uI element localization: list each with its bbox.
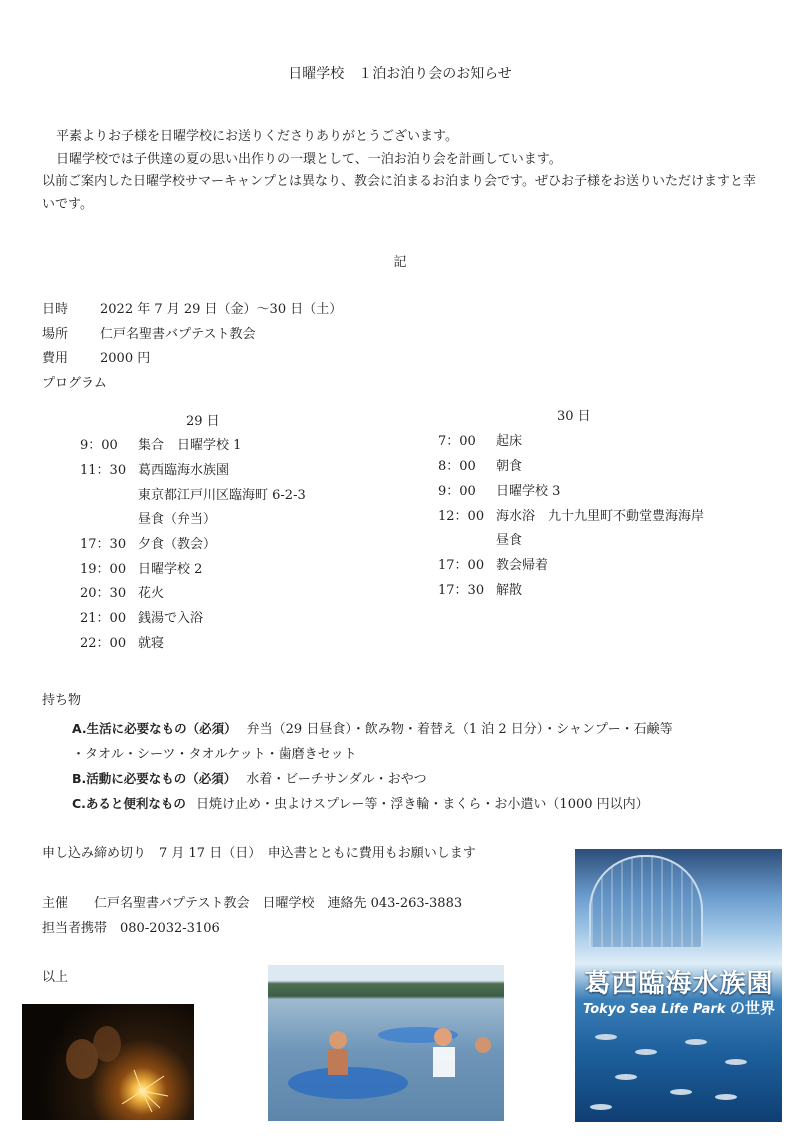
beach-scene bbox=[268, 965, 504, 1121]
place-value: 仁戸名聖書バプテスト教会 bbox=[100, 327, 256, 342]
program-label: プログラム bbox=[42, 376, 107, 391]
day1-row bbox=[80, 459, 229, 478]
place-row bbox=[42, 323, 255, 342]
day1-heading: 29 日 bbox=[186, 414, 220, 429]
day2-time: 8：00 bbox=[438, 459, 476, 474]
day2-activity: 起床 bbox=[496, 434, 523, 449]
day2-row bbox=[438, 430, 522, 449]
day2-row bbox=[438, 480, 560, 499]
closing: 以上 bbox=[42, 970, 69, 985]
beach-photo bbox=[268, 965, 504, 1121]
day1-time: 11：30 bbox=[80, 463, 127, 478]
day2-row bbox=[438, 529, 522, 548]
ki-heading: 記 bbox=[393, 255, 407, 270]
day2-time: 12：00 bbox=[438, 509, 485, 524]
day2-row bbox=[438, 554, 548, 573]
item-a-continued: ・タオル・シーツ・タオルケット・歯磨きセット bbox=[72, 747, 357, 762]
day1-activity: 銭湯で入浴 bbox=[138, 611, 204, 626]
intro-paragraph bbox=[42, 126, 762, 216]
day1-time: 22：00 bbox=[80, 636, 127, 651]
fish-shape bbox=[615, 1074, 637, 1080]
fish-shape bbox=[590, 1104, 612, 1110]
day1-activity: 就寝 bbox=[138, 636, 165, 651]
day1-activity: 東京都江戸川区臨海町 6-2-3 bbox=[138, 488, 306, 503]
item-c bbox=[72, 793, 649, 812]
day2-row bbox=[438, 579, 522, 598]
organizer: 主催 仁戸名聖書バプテスト教会 日曜学校 連絡先 043-263-3883 bbox=[42, 896, 463, 911]
day2-row bbox=[438, 455, 522, 474]
item-c-text: 日焼け止め・虫よけスプレー等・浮き輪・まくら・お小遣い（1000 円以内） bbox=[195, 797, 649, 812]
day1-row bbox=[80, 582, 164, 601]
item-c-label: C.あると便利なもの bbox=[72, 796, 186, 811]
day1-row bbox=[80, 434, 241, 453]
page-title: 日曜学校 １泊お泊り会のお知らせ bbox=[288, 66, 512, 82]
day2-activity: 解散 bbox=[496, 583, 523, 598]
day1-row bbox=[80, 533, 216, 552]
day2-heading: 30 日 bbox=[557, 409, 591, 424]
date-row bbox=[42, 298, 342, 317]
day2-activity: 教会帰着 bbox=[496, 558, 549, 573]
day2-activity: 日曜学校 3 bbox=[496, 484, 561, 499]
intro-line-2: 日曜学校では子供達の夏の思い出作りの一環として、一泊お泊り会を計画しています。 bbox=[56, 151, 562, 167]
day1-activity: 夕食（教会） bbox=[138, 537, 217, 552]
day1-activity: 葛西臨海水族園 bbox=[138, 463, 230, 478]
item-a-label: A.生活に必要なもの（必須） bbox=[72, 721, 237, 736]
fish-shape bbox=[685, 1039, 707, 1045]
item-a bbox=[72, 718, 673, 737]
fee-label: 費用 bbox=[42, 351, 69, 366]
fish-shape bbox=[595, 1034, 617, 1040]
items-heading: 持ち物 bbox=[42, 693, 82, 708]
aquarium-cover-subtitle-suffix: の世界 bbox=[729, 999, 775, 1017]
fish-shape bbox=[670, 1089, 692, 1095]
date-label: 日時 bbox=[42, 302, 69, 317]
day2-time: 7：00 bbox=[438, 434, 476, 449]
day2-time: 9：00 bbox=[438, 484, 476, 499]
item-a-text: 弁当（29 日昼食）・飲み物・着替え（1 泊 2 日分）・シャンプー・石鹸等 bbox=[246, 722, 673, 737]
aquarium-dome bbox=[589, 855, 703, 949]
fee-row bbox=[42, 347, 150, 366]
day1-row bbox=[80, 558, 202, 577]
deadline: 申し込み締め切り 7 月 17 日（日） 申込書とともに費用もお願いします bbox=[42, 846, 476, 861]
day1-row bbox=[80, 607, 203, 626]
aquarium-cover-title: 葛西臨海水族園 bbox=[584, 969, 774, 999]
fish-shape bbox=[715, 1094, 737, 1100]
day1-row bbox=[80, 508, 216, 527]
sparkler-photo bbox=[22, 1004, 194, 1120]
sparkler-sparks bbox=[22, 1004, 194, 1120]
fish-shape bbox=[725, 1059, 747, 1065]
day1-time: 19：00 bbox=[80, 562, 127, 577]
item-b-text: 水着・ビーチサンダル・おやつ bbox=[246, 772, 427, 787]
day2-time: 17：30 bbox=[438, 583, 485, 598]
aquarium-cover-subtitle bbox=[579, 997, 779, 1018]
contact-phone: 担当者携帯 080-2032-3106 bbox=[42, 921, 220, 936]
day1-time: 21：00 bbox=[80, 611, 127, 626]
intro-line-3: 以前ご案内した日曜学校サマーキャンプとは異なり、教会に泊まるお泊まり会です。ぜひお子様をお送りいただけますと幸いです。 bbox=[42, 174, 756, 212]
day1-activity: 花火 bbox=[138, 586, 165, 601]
day1-time: 9：00 bbox=[80, 438, 118, 453]
place-label: 場所 bbox=[42, 327, 69, 342]
day2-row bbox=[438, 505, 704, 524]
day1-row bbox=[80, 632, 164, 651]
day2-time: 17：00 bbox=[438, 558, 485, 573]
item-b bbox=[72, 768, 427, 787]
day1-time: 17：30 bbox=[80, 537, 127, 552]
day1-row bbox=[80, 484, 306, 503]
aquarium-cover-subtitle-en: Tokyo Sea Life Park bbox=[583, 1002, 726, 1017]
fish-shape bbox=[635, 1049, 657, 1055]
day1-activity: 日曜学校 2 bbox=[138, 562, 203, 577]
day1-time: 20：30 bbox=[80, 586, 127, 601]
day2-activity: 海水浴 九十九里町不動堂豊海海岸 bbox=[496, 509, 705, 524]
day1-activity: 集合 日曜学校 1 bbox=[138, 438, 242, 453]
date-value: 2022 年 7 月 29 日（金）～30 日（土） bbox=[100, 302, 343, 317]
aquarium-cover-photo bbox=[575, 849, 782, 1122]
item-b-label: B.活動に必要なもの（必須） bbox=[72, 771, 237, 786]
day2-activity: 朝食 bbox=[496, 459, 523, 474]
intro-line-1: 平素よりお子様を日曜学校にお送りくださりありがとうございます。 bbox=[56, 129, 458, 144]
fee-value: 2000 円 bbox=[100, 351, 151, 366]
day1-activity: 昼食（弁当） bbox=[138, 512, 217, 527]
day2-activity: 昼食 bbox=[496, 533, 523, 548]
